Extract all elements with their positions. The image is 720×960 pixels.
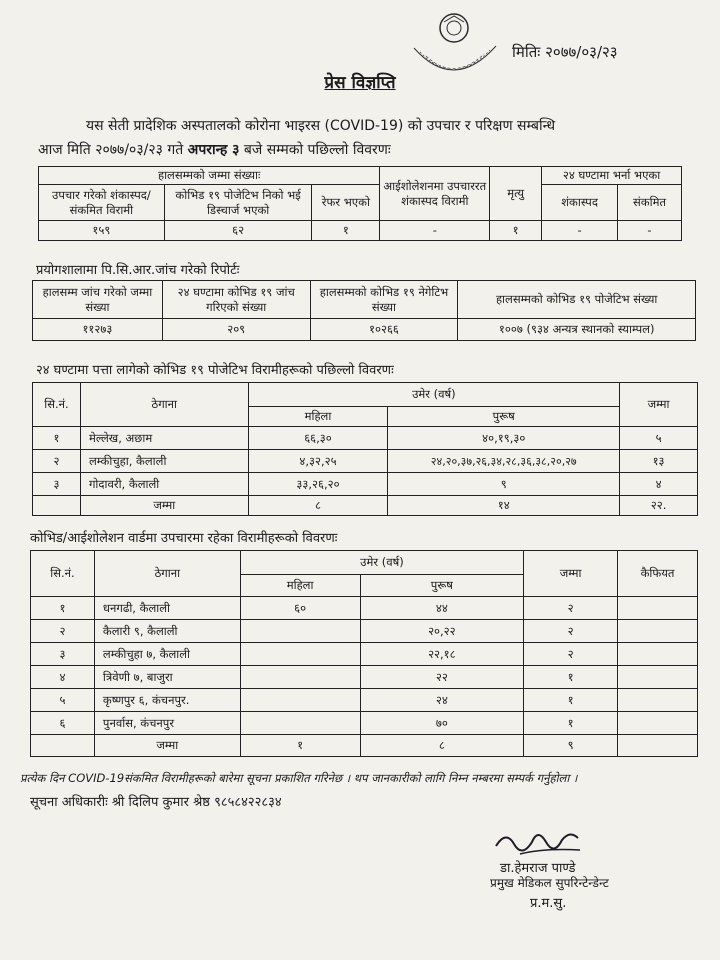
total-male: ८ bbox=[360, 735, 524, 757]
row-male-ages: ९ bbox=[388, 473, 620, 496]
row-male-ages: २०,२२ bbox=[360, 620, 524, 643]
lab-header-tested-24h: २४ घण्टामा कोभिड १९ जांच गरिएको संख्या bbox=[162, 281, 310, 319]
positive-header-male: पुरूष bbox=[388, 407, 620, 427]
header-isolation: आईशोलेशनमा उपचाररत शंकास्पद विरामी bbox=[380, 167, 490, 221]
positive-header-total: जम्मा bbox=[620, 383, 698, 427]
total-row bbox=[33, 496, 698, 516]
information-officer: सूचना अधिकारीः श्री दिलिप कुमार श्रेष्ठ ९८५८४२२८३४ bbox=[30, 795, 282, 810]
lab-value-total-tested: ११२७३ bbox=[33, 319, 163, 341]
row-total: २ bbox=[524, 597, 618, 620]
positive-header-female: महिला bbox=[248, 407, 388, 427]
table-row bbox=[31, 666, 698, 689]
table-row bbox=[31, 643, 698, 666]
row-total: ५ bbox=[620, 427, 698, 450]
row-sn: १ bbox=[33, 427, 81, 450]
table-row bbox=[31, 689, 698, 712]
row-total: ४ bbox=[620, 473, 698, 496]
ward-header-total: जम्मा bbox=[524, 551, 618, 597]
lab-header-total-tested: हालसम्म जांच गरेको जम्मा संख्या bbox=[33, 281, 163, 319]
signatory-abbreviation: प्र.म.सु. bbox=[530, 896, 567, 911]
table-row bbox=[33, 427, 698, 450]
row-address: त्रिवेणी ७, बाजुरा bbox=[94, 666, 240, 689]
row-address: मेल्लेख, अछाम bbox=[80, 427, 248, 450]
value-suspect: - bbox=[542, 221, 618, 241]
issue-date: मितिः २०७७/०३/२३ bbox=[512, 43, 618, 61]
ward-header-male: पुरूष bbox=[360, 575, 524, 597]
row-male-ages: २४ bbox=[360, 689, 524, 712]
row-remarks bbox=[618, 689, 698, 712]
value-infected: - bbox=[618, 221, 682, 241]
total-all: २२. bbox=[620, 496, 698, 516]
header-24h-admitted: २४ घण्टामा भर्ना भएका bbox=[542, 167, 682, 185]
row-remarks bbox=[618, 643, 698, 666]
total-label: जम्मा bbox=[94, 735, 240, 757]
table-row bbox=[33, 473, 698, 496]
row-female-ages bbox=[240, 712, 360, 735]
row-female-ages: ६६,३० bbox=[248, 427, 388, 450]
ward-header-address: ठेगाना bbox=[94, 551, 240, 597]
footer-note: प्रत्येक दिन COVID-19संकमित विरामीहरूको बारेमा सूचना प्रकाशित गरिनेछ । थप जानकारीको लागि निम्न नम्बरमा सम्पर्क गर्नुहोला । bbox=[20, 771, 578, 785]
row-male-ages: ७० bbox=[360, 712, 524, 735]
table-row bbox=[31, 712, 698, 735]
row-total: २ bbox=[524, 620, 618, 643]
total-male: १४ bbox=[388, 496, 620, 516]
row-address: गोदावरी, कैलाली bbox=[80, 473, 248, 496]
row-total: १ bbox=[524, 689, 618, 712]
table-row bbox=[31, 620, 698, 643]
row-male-ages: २२,१८ bbox=[360, 643, 524, 666]
row-address: लम्कीचुहा, कैलाली bbox=[80, 450, 248, 473]
row-total: १३ bbox=[620, 450, 698, 473]
lab-value-negative: १०२६६ bbox=[310, 319, 458, 341]
value-referred: १ bbox=[312, 221, 380, 241]
ward-header-sn: सि.नं. bbox=[31, 551, 95, 597]
header-total-count: हालसम्मको जम्मा संख्याः bbox=[39, 167, 380, 185]
header-treated: उपचार गरेको शंकास्पद/संकमित विरामी bbox=[39, 185, 165, 221]
header-death: मृत्यु bbox=[490, 167, 542, 221]
row-sn: ५ bbox=[31, 689, 95, 712]
lab-report-table bbox=[32, 280, 696, 341]
row-sn: ३ bbox=[33, 473, 81, 496]
row-female-ages: ६० bbox=[240, 597, 360, 620]
row-female-ages bbox=[240, 666, 360, 689]
ward-header-age: उमेर (वर्ष) bbox=[240, 551, 524, 575]
value-isolation: - bbox=[380, 221, 490, 241]
ward-header-female: महिला bbox=[240, 575, 360, 597]
header-discharged: कोभिड १९ पोजेटिभ निको भई डिस्चार्ज भएको bbox=[164, 185, 312, 221]
row-male-ages: २२ bbox=[360, 666, 524, 689]
total-female: ८ bbox=[248, 496, 388, 516]
value-discharged: ६२ bbox=[164, 221, 312, 241]
row-female-ages bbox=[240, 689, 360, 712]
total-remarks bbox=[618, 735, 698, 757]
row-remarks bbox=[618, 712, 698, 735]
row-female-ages: ३३,२६,२० bbox=[248, 473, 388, 496]
header-infected: संकमित bbox=[618, 185, 682, 221]
total-row bbox=[31, 735, 698, 757]
value-death: १ bbox=[490, 221, 542, 241]
row-male-ages: २४,२०,३७,२६,३४,२८,३६,३८,२०,२७ bbox=[388, 450, 620, 473]
row-male-ages: ४०,१९,३० bbox=[388, 427, 620, 450]
ward-heading: कोभिड/आईशोलेशन वार्डमा उपचारमा रहेका विरामीहरूको विवरणः bbox=[30, 531, 338, 546]
ward-header-remarks: कैफियत bbox=[618, 551, 698, 597]
positive-24h-heading: २४ घण्टामा पत्ता लागेको कोभिड १९ पोजेटिभ विरामीहरूको पछिल्लो विवरणः bbox=[36, 363, 394, 378]
row-total: २ bbox=[524, 643, 618, 666]
signatory-title: प्रमुख मेडिकल सुपरिन्टेन्डेन्ट bbox=[490, 876, 609, 890]
lab-value-tested-24h: २०९ bbox=[162, 319, 310, 341]
intro-line-1: यस सेती प्रादेशिक अस्पतालको कोरोना भाइरस (COVID-19) को उपचार र परिक्षण सम्बन्धि bbox=[86, 118, 556, 134]
row-sn: २ bbox=[31, 620, 95, 643]
header-referred: रेफर भएको bbox=[312, 185, 380, 221]
row-remarks bbox=[618, 597, 698, 620]
row-sn: २ bbox=[33, 450, 81, 473]
total-female: १ bbox=[240, 735, 360, 757]
lab-header-negative: हालसम्मको कोभिड १९ नेगेटिभ संख्या bbox=[310, 281, 458, 319]
ward-patients-table bbox=[30, 550, 698, 757]
handwritten-signature bbox=[492, 820, 602, 860]
header-suspect: शंकास्पद bbox=[542, 185, 618, 221]
row-female-ages: ४,३२,२५ bbox=[248, 450, 388, 473]
row-remarks bbox=[618, 666, 698, 689]
total-label: जम्मा bbox=[80, 496, 248, 516]
row-male-ages: ४४ bbox=[360, 597, 524, 620]
intro-line-2: आज मिति २०७७/०३/२३ गते अपरान्ह ३ बजे सम्मको पछिल्लो विवरणः bbox=[38, 142, 391, 158]
row-female-ages bbox=[240, 620, 360, 643]
press-release-title: प्रेस विज्ञप्ति bbox=[324, 73, 396, 93]
row-address: लम्कीचुहा ७, कैलाली bbox=[94, 643, 240, 666]
row-total: १ bbox=[524, 666, 618, 689]
row-sn: १ bbox=[31, 597, 95, 620]
intro-time-highlight: अपरान्ह ३ bbox=[187, 142, 240, 158]
row-address: कृष्णपुर ६, कंचनपुर. bbox=[94, 689, 240, 712]
positive-header-sn: सि.नं. bbox=[33, 383, 81, 427]
signatory-name: डा.हेमराज पाण्डे bbox=[500, 861, 576, 876]
value-treated: १५९ bbox=[39, 221, 165, 241]
row-sn: ३ bbox=[31, 643, 95, 666]
row-address: पुनर्वास, कंचनपुर bbox=[94, 712, 240, 735]
row-remarks bbox=[618, 620, 698, 643]
row-address: धनगढी, कैलाली bbox=[94, 597, 240, 620]
total-all: ९ bbox=[524, 735, 618, 757]
table-row bbox=[33, 450, 698, 473]
positive-header-address: ठेगाना bbox=[80, 383, 248, 427]
lab-header-positive: हालसम्मको कोभिड १९ पोजेटिभ संख्या bbox=[458, 281, 696, 319]
row-sn: ४ bbox=[31, 666, 95, 689]
table-row bbox=[31, 597, 698, 620]
summary-table bbox=[38, 166, 682, 241]
row-sn: ६ bbox=[31, 712, 95, 735]
positive-header-age: उमेर (वर्ष) bbox=[248, 383, 620, 407]
row-address: कैलारी ९, कैलाली bbox=[94, 620, 240, 643]
lab-report-heading: प्रयोगशालामा पि.सि.आर.जांच गरेको रिपोर्टः bbox=[36, 263, 240, 278]
positive-24h-table bbox=[32, 382, 698, 516]
lab-value-positive: १००७ (९३४ अन्यत्र स्थानको स्याम्पल) bbox=[458, 319, 696, 341]
row-female-ages bbox=[240, 643, 360, 666]
row-total: १ bbox=[524, 712, 618, 735]
